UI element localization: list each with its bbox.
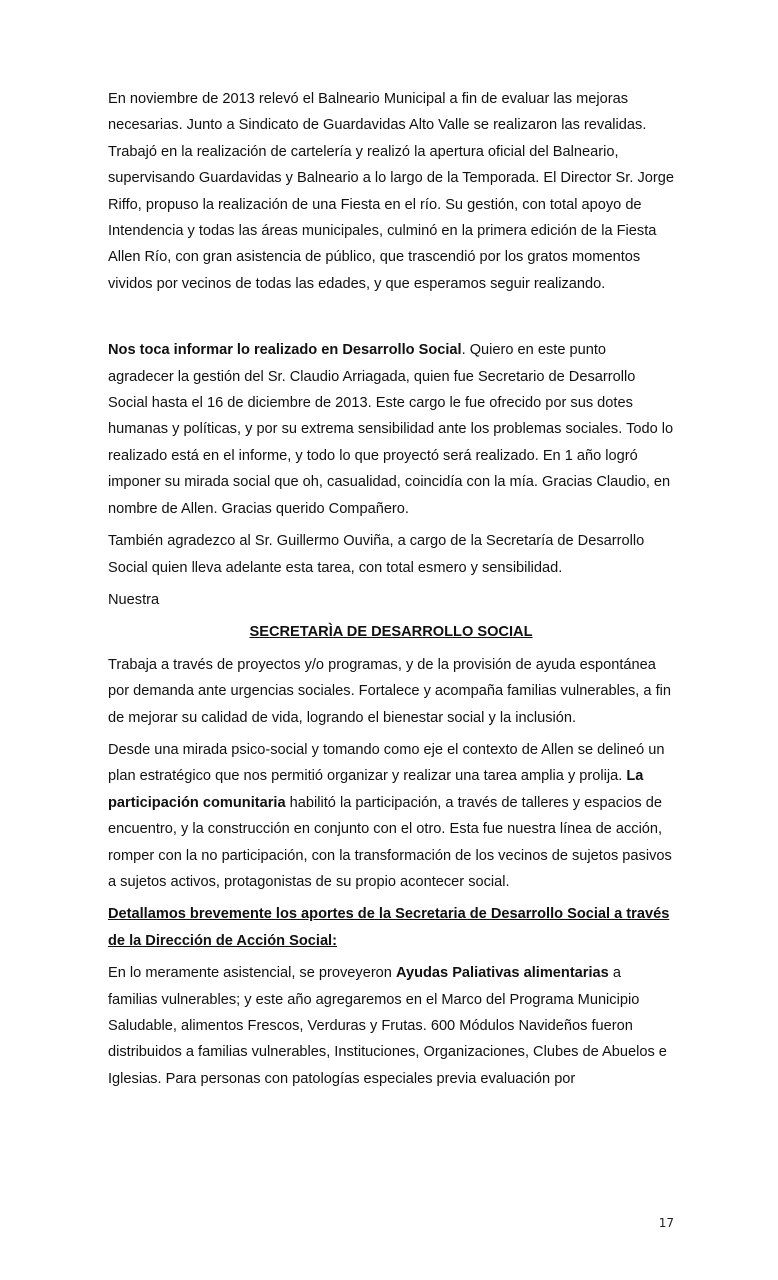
paragraph-mirada-psico-social <box>108 737 674 895</box>
paragraph-desarrollo-social <box>108 337 674 522</box>
paragraph-lead-bold: Nos toca informar lo realizado en Desarrollo Social <box>108 342 462 359</box>
page-number: 17 <box>658 1216 674 1230</box>
paragraph-text-b: a familias vulnerables; y este año agregaremos en el Marco del Programa Municipio Saludable, alimentos Frescos, Verduras y Frutas. 600 Módulos Navideños fueron distribuidos a familias vulnerables, Instituciones, Organizaciones, Clubes de Abuelos e Iglesias. Para personas con patologías especiales previa evaluación por <box>108 965 667 1087</box>
paragraph-trabaja: Trabaja a través de proyectos y/o programas, y de la provisión de ayuda espontánea por demanda ante urgencias sociales. Fortalece y acompaña familias vulnerables, a fin de mejorar su calidad de vida, logrando el bienestar social y la inclusión. <box>108 656 671 726</box>
paragraph-inline-bold: La participación comunitaria <box>108 768 644 811</box>
paragraph-inline-bold: Ayudas Paliativas alimentarias <box>395 965 609 982</box>
paragraph-text-a: Desde una mirada psico-social y tomando como eje el contexto de Allen se delineó un plan estratégico que nos permitió organizar y realizar una tarea amplia y prolija. <box>108 741 665 785</box>
paragraph-agradecimiento: También agradezco al Sr. Guillermo Ouviña, a cargo de la Secretaría de Desarrollo Social quien lleva adelante esta tarea, con total esmero y sensibilidad. <box>108 533 645 576</box>
paragraph-asistencial <box>108 960 674 1092</box>
page-body <box>108 86 674 1092</box>
subheading-aportes: Detallamos brevemente los aportes de la Secretaria de Desarrollo Social a través de la Dirección de Acción Social: <box>108 906 670 949</box>
paragraph-balneario: En noviembre de 2013 relevó el Balneario Municipal a fin de evaluar las mejoras necesarias. Junto a Sindicato de Guardavidas Alto Valle se realizaron las revalidas. Trabajó en la realización de cartelería y realizó la apertura oficial del Balneario, supervisando Guardavidas y Balneario a lo largo de la Temporada. El Director Sr. Jorge Riffo, propuso la realización de una Fiesta en el río. Su gestión, con total apoyo de Intendencia y todas las áreas municipales, culminó en la primera edición de la Fiesta Allen Río, con gran asistencia de público, que trascendió por los gratos momentos vividos por vecinos de todas las edades, y que esperamos seguir realizando. <box>108 91 674 292</box>
paragraph-text-b: habilitó la participación, a través de talleres y espacios de encuentro, y la construcción en conjunto con el otro. Esta fue nuestra línea de acción, romper con la no participación, con la transformación de los vecinos de sujetos pasivos a sujetos activos, protagonistas de su propio acontecer social. <box>108 794 672 890</box>
paragraph-body-text: . Quiero en este punto agradecer la gestión del Sr. Claudio Arriagada, quien fue Secretario de Desarrollo Social hasta el 16 de diciembre de 2013. Este cargo le fue ofrecido por sus dotes humanas y políticas, y por su extrema sensibilidad ante los problemas sociales. Todo lo realizado está en el informe, y todo lo que proyectó será realizado. En 1 año logró imponer su mirada social que oh, casualidad, coincidía con la mía. Gracias Claudio, en nombre de Allen. Gracias querido Compañero. <box>108 342 674 517</box>
section-heading: SECRETARÌA DE DESARROLLO SOCIAL <box>249 624 533 641</box>
paragraph-text-a: En lo meramente asistencial, se proveyeron <box>108 965 396 982</box>
paragraph-nuestra: Nuestra <box>108 591 160 608</box>
